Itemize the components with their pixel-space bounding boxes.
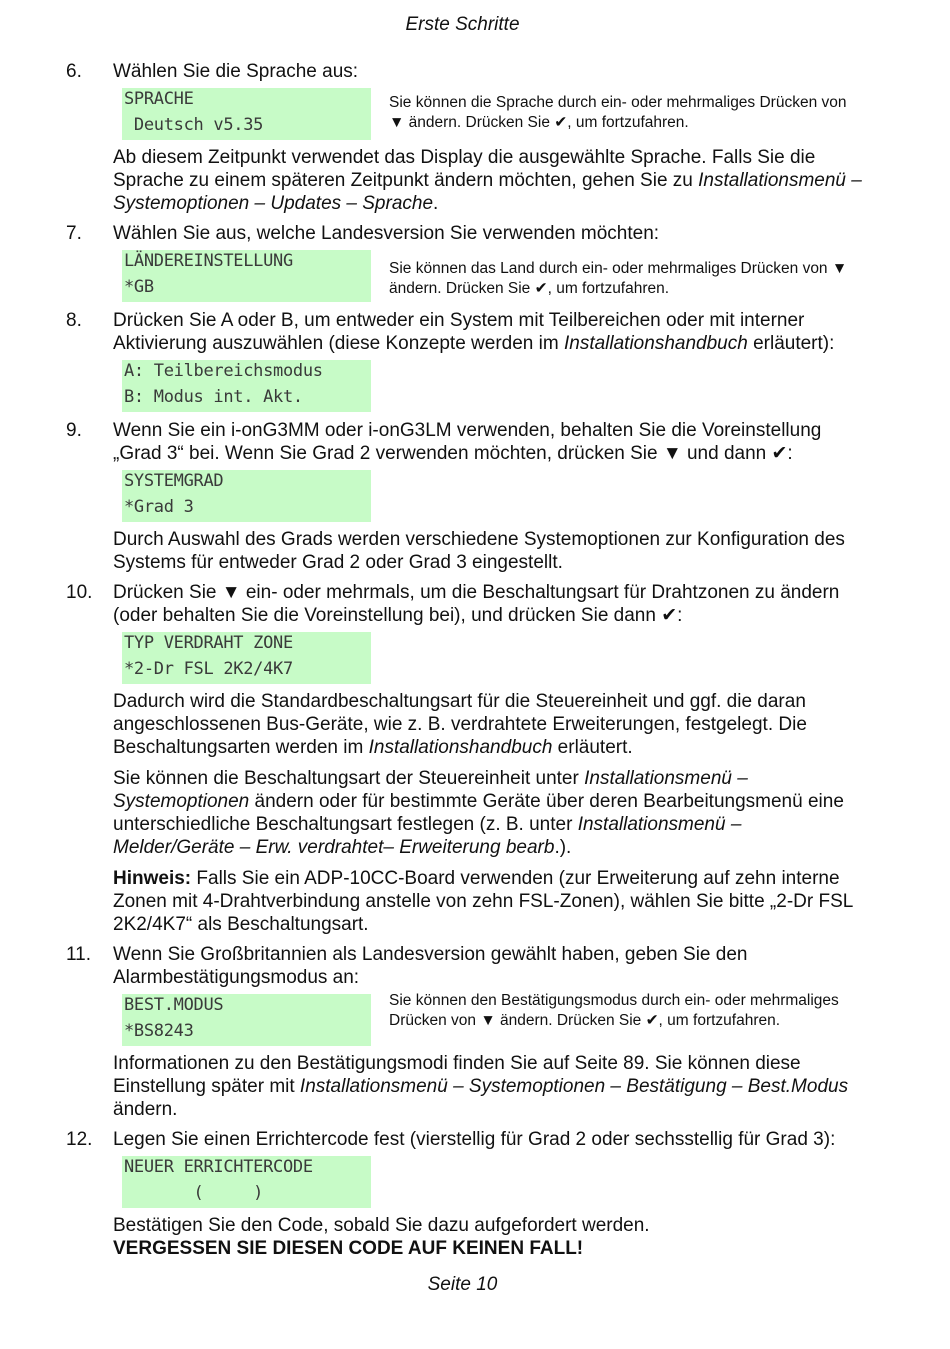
text: Ab diesem Zeitpunkt verwendet das Display die ausgewählte Sprache. Falls Sie die Sprache zu einem späteren Zeitpunkt ändern möchten, gehen Sie zu — [113, 147, 816, 191]
doc-reference: Installationshandbuch — [563, 333, 748, 354]
step-number: 12. — [66, 1129, 93, 1150]
lcd-line-1: SYSTEMGRAD — [124, 471, 224, 491]
text: ändern. — [113, 1099, 178, 1120]
lcd-row — [122, 632, 866, 684]
lcd-row — [122, 994, 866, 1046]
lcd-line-1: SPRACHE — [124, 89, 194, 109]
lcd-display — [122, 632, 371, 684]
warning-text: VERGESSEN SIE DIESEN CODE AUF KEINEN FALL! — [113, 1238, 584, 1259]
lcd-display — [122, 250, 371, 302]
step-paragraph: Durch Auswahl des Grads werden verschiedene Systemoptionen zur Konfiguration des Systems für entweder Grad 2 oder Grad 3 eingestellt. — [113, 529, 845, 573]
lcd-line-1: BEST.MODUS — [124, 995, 224, 1015]
hint-paragraph — [113, 867, 866, 936]
menu-path: Installationsmenü – Melder/Geräte – Erw. verdrahtet– Erweiterung bearb — [113, 814, 742, 858]
menu-path: Installationsmenü – Systemoptionen – Bestätigung – Best.Modus — [299, 1076, 849, 1097]
step-6 — [66, 60, 866, 215]
text: .). — [554, 837, 572, 858]
step-number: 11. — [66, 944, 92, 965]
step-intro: Wenn Sie ein i-onG3MM oder i-onG3LM verwenden, behalten Sie die Voreinstellung „Grad 3“ bei. Wenn Sie Grad 2 verwenden möchten, drücken Sie ▼ und dann ✔: — [113, 420, 822, 464]
lcd-row — [122, 88, 866, 140]
menu-path: Installationsmenü – Systemoptionen — [113, 768, 748, 812]
lcd-line-2: *2-Dr FSL 2K2/4K7 — [124, 659, 293, 679]
lcd-row — [122, 470, 866, 522]
text: Sie können die Beschaltungsart der Steuereinheit unter — [113, 768, 585, 789]
step-number: 8. — [66, 310, 82, 331]
step-10 — [66, 581, 866, 936]
lcd-display — [122, 994, 371, 1046]
step-number: 10. — [66, 582, 93, 603]
page-header: Erste Schritte — [405, 14, 520, 35]
side-note: Sie können den Bestätigungsmodus durch ein- oder mehrmaliges Drücken von ▼ ändern. Drücken Sie ✔, um fortzufahren. — [389, 992, 839, 1029]
step-intro — [113, 309, 866, 355]
step-intro: Wählen Sie aus, welche Landesversion Sie verwenden möchten: — [113, 223, 660, 244]
lcd-display — [122, 360, 371, 412]
hint-label: Hinweis: — [113, 868, 192, 889]
step-intro: Wenn Sie Großbritannien als Landesversion gewählt haben, geben Sie den Alarmbestätigungsmodus an: — [113, 944, 748, 988]
text: Dadurch wird die Standardbeschaltungsart für die Steuereinheit und ggf. die daran angeschlossenen Bus-Geräte, wie z. B. verdrahtete Erweiterungen, festgelegt. Die Beschaltungsarten werden im — [113, 691, 807, 758]
step-paragraph — [113, 690, 866, 759]
step-12 — [66, 1128, 866, 1260]
lcd-line-1: NEUER ERRICHTERCODE — [124, 1157, 313, 1177]
lcd-line-1: A: Teilbereichsmodus — [124, 361, 323, 381]
step-8 — [66, 309, 866, 412]
lcd-line-1: LÄNDEREINSTELLUNG — [124, 251, 293, 271]
text: erläutert): — [747, 333, 835, 354]
step-intro: Legen Sie einen Errichtercode fest (vierstellig für Grad 2 oder sechsstellig für Grad 3): — [113, 1129, 836, 1150]
step-number: 9. — [66, 420, 82, 441]
step-intro: Drücken Sie ▼ ein- oder mehrmals, um die Beschaltungsart für Drahtzonen zu ändern (oder behalten Sie die Voreinstellung bei), und drücken Sie dann ✔: — [113, 582, 840, 626]
side-note: Sie können das Land durch ein- oder mehrmaliges Drücken von ▼ ändern. Drücken Sie ✔, um fortzufahren. — [389, 260, 848, 297]
step-paragraph — [113, 1052, 866, 1121]
step-intro: Wählen Sie die Sprache aus: — [113, 61, 359, 82]
instructions-list — [66, 60, 866, 1260]
step-number: 7. — [66, 223, 82, 244]
text: Informationen zu den Bestätigungsmodi finden Sie auf Seite 89. Sie können diese Einstellung später mit — [113, 1053, 801, 1097]
lcd-display — [122, 88, 371, 140]
side-note: Sie können die Sprache durch ein- oder mehrmaliges Drücken von ▼ ändern. Drücken Sie ✔, um fortzufahren. — [389, 94, 847, 131]
step-paragraph — [113, 146, 866, 215]
text: erläutert. — [552, 737, 633, 758]
doc-reference: Installationshandbuch — [368, 737, 553, 758]
step-number: 6. — [66, 61, 82, 82]
lcd-line-2: *GB — [124, 277, 154, 297]
lcd-line-2: B: Modus int. Akt. — [124, 387, 303, 407]
lcd-row — [122, 1156, 866, 1208]
step-11 — [66, 943, 866, 1121]
text: ändern oder für bestimmte Geräte über deren Bearbeitungsmenü eine unterschiedliche Beschaltungsart festlegen (z. B. unter — [113, 791, 844, 835]
step-7 — [66, 222, 866, 302]
page-footer: Seite 10 — [427, 1274, 498, 1295]
step-paragraph — [113, 767, 866, 859]
lcd-row — [122, 250, 866, 302]
lcd-row — [122, 360, 866, 412]
lcd-line-2: Deutsch v5.35 — [124, 115, 264, 135]
lcd-line-2: ( ) — [124, 1183, 264, 1203]
text: Drücken Sie A oder B, um entweder ein System mit Teilbereichen oder mit interner Aktivierung auszuwählen (diese Konzepte werden im — [113, 310, 805, 354]
lcd-line-2: *BS8243 — [124, 1021, 194, 1041]
text: . — [433, 193, 439, 214]
menu-path: Installationsmenü – Systemoptionen – Updates – Sprache — [113, 170, 862, 214]
lcd-display — [122, 470, 371, 522]
step-9 — [66, 419, 866, 574]
lcd-line-2: *Grad 3 — [124, 497, 194, 517]
lcd-line-1: TYP VERDRAHT ZONE — [124, 633, 293, 653]
lcd-display — [122, 1156, 371, 1208]
step-paragraph: Bestätigen Sie den Code, sobald Sie dazu aufgefordert werden. — [113, 1215, 650, 1236]
hint-text: Falls Sie ein ADP-10CC-Board verwenden (zur Erweiterung auf zehn interne Zonen mit 4-Drahtverbindung anstelle von zehn FSL-Zonen), wählen Sie bitte „2-Dr FSL 2K2/4K7“ als Beschaltungsart. — [113, 868, 853, 935]
